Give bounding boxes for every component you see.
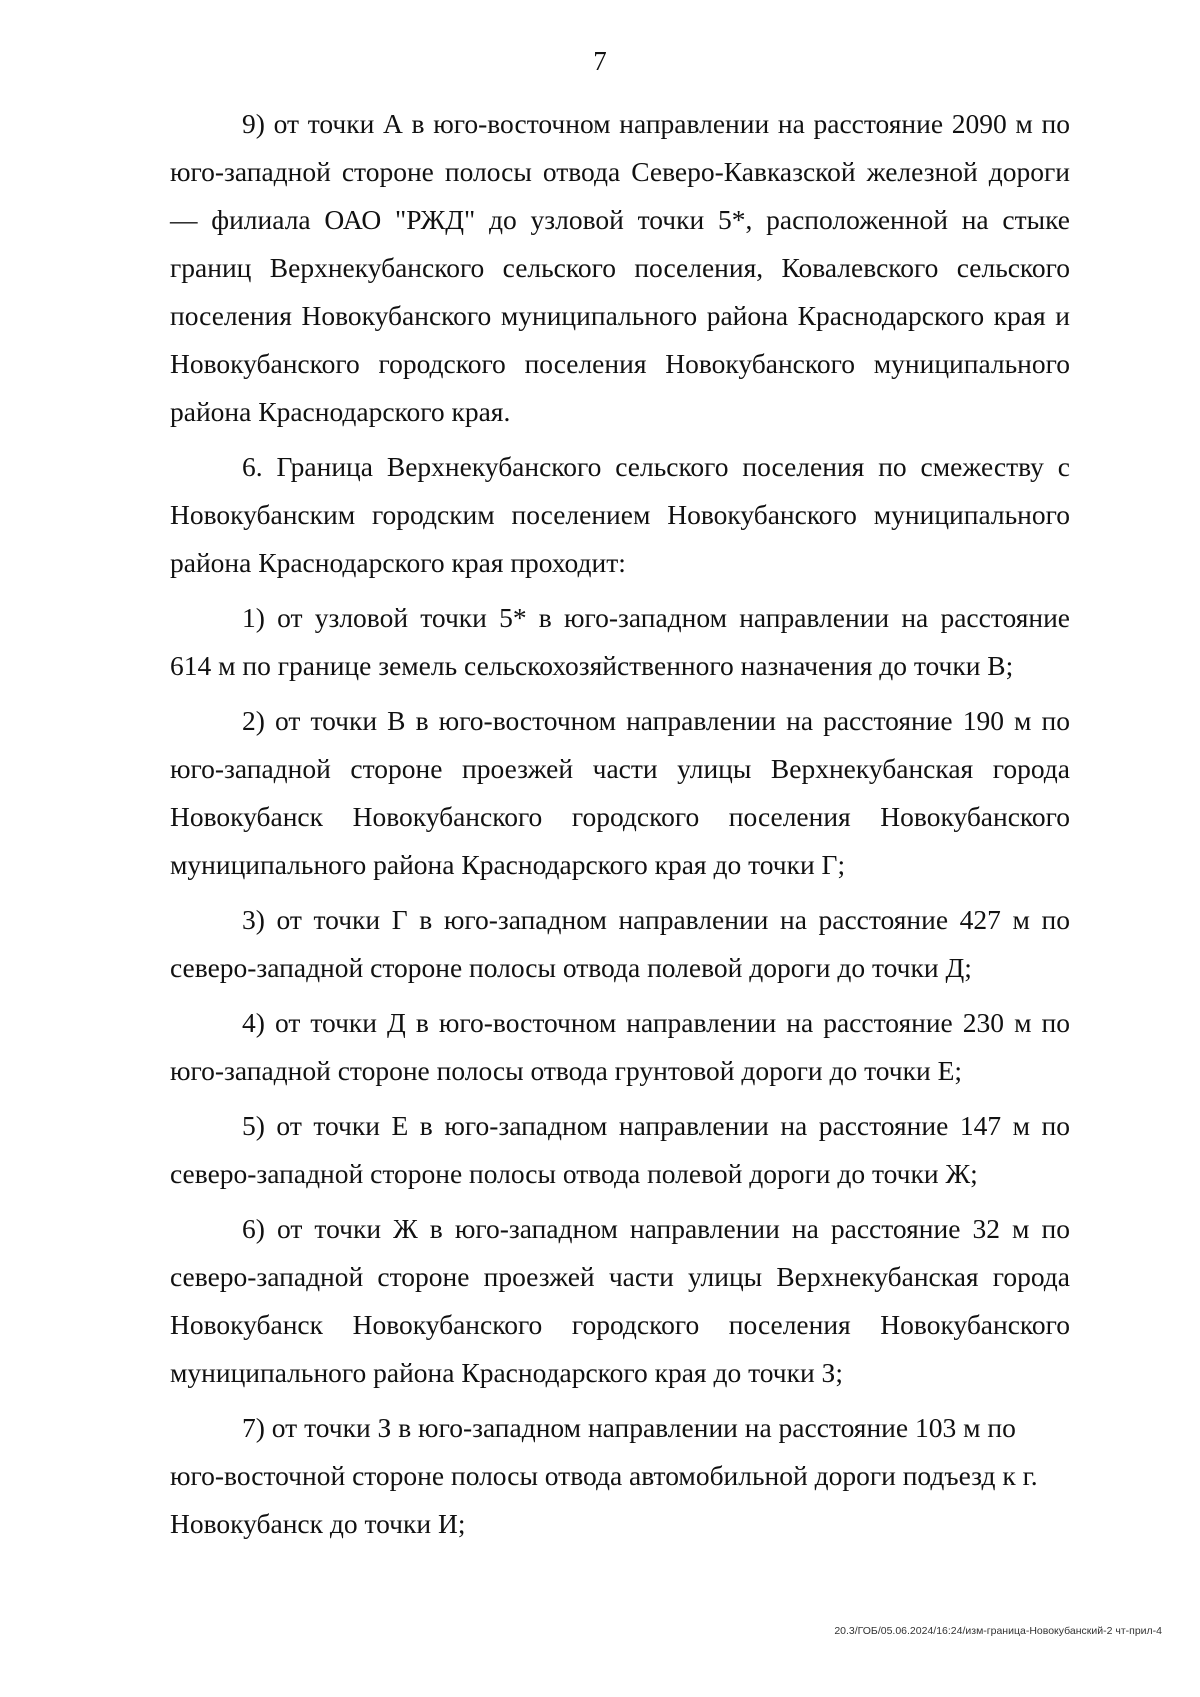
- paragraph-item-6: 6) от точки Ж в юго-западном направлении на расстояние 32 м по северо-западной стороне проезжей части улицы Верхнекубанская города Новокубанск Новокубанского городского поселения Новокубанского муниципального района Краснодарского края до точки З;: [170, 1213, 1070, 1388]
- paragraph-item-3: 3) от точки Г в юго-западном направлении на расстояние 427 м по северо-западной стороне полосы отвода полевой дороги до точки Д;: [170, 904, 1070, 983]
- page-number: 7: [593, 46, 607, 76]
- paragraph-item-5: 5) от точки Е в юго-западном направлении на расстояние 147 м по северо-западной стороне полосы отвода полевой дороги до точки Ж;: [170, 1110, 1070, 1189]
- paragraph-section-6: 6. Граница Верхнекубанского сельского поселения по смежеству с Новокубанским городским поселением Новокубанского муниципального района Краснодарского края проходит:: [170, 451, 1070, 578]
- paragraph-item-7: 7) от точки З в юго-западном направлении на расстояние 103 м по юго-восточной стороне полосы отвода автомобильной дороги подъезд к г. Новокубанск до точки И;: [170, 1412, 1038, 1539]
- document-footer: 20.3/ГОБ/05.06.2024/16:24/изм-граница-Новокубанский-2 чт-прил-4: [834, 1625, 1162, 1637]
- paragraph-item-1: 1) от узловой точки 5* в юго-западном направлении на расстояние 614 м по границе земель сельскохозяйственного назначения до точки В;: [170, 602, 1070, 681]
- paragraph-item-2: 2) от точки В в юго-восточном направлении на расстояние 190 м по юго-западной стороне проезжей части улицы Верхнекубанская города Новокубанск Новокубанского городского поселения Новокубанского муниципального района Краснодарского края до точки Г;: [170, 705, 1070, 880]
- document-body: [170, 100, 1070, 1555]
- paragraph-item-4: 4) от точки Д в юго-восточном направлении на расстояние 230 м по юго-западной стороне полосы отвода грунтовой дороги до точки Е;: [170, 1007, 1070, 1086]
- paragraph-item-9: 9) от точки А в юго-восточном направлении на расстояние 2090 м по юго-западной стороне полосы отвода Северо-Кавказской железной дороги — филиала ОАО "РЖД" до узловой точки 5*, расположенной на стыке границ Верхнекубанского сельского поселения, Ковалевского сельского поселения Новокубанского муниципального района Краснодарского края и Новокубанского городского поселения Новокубанского муниципального района Краснодарского края.: [170, 108, 1070, 427]
